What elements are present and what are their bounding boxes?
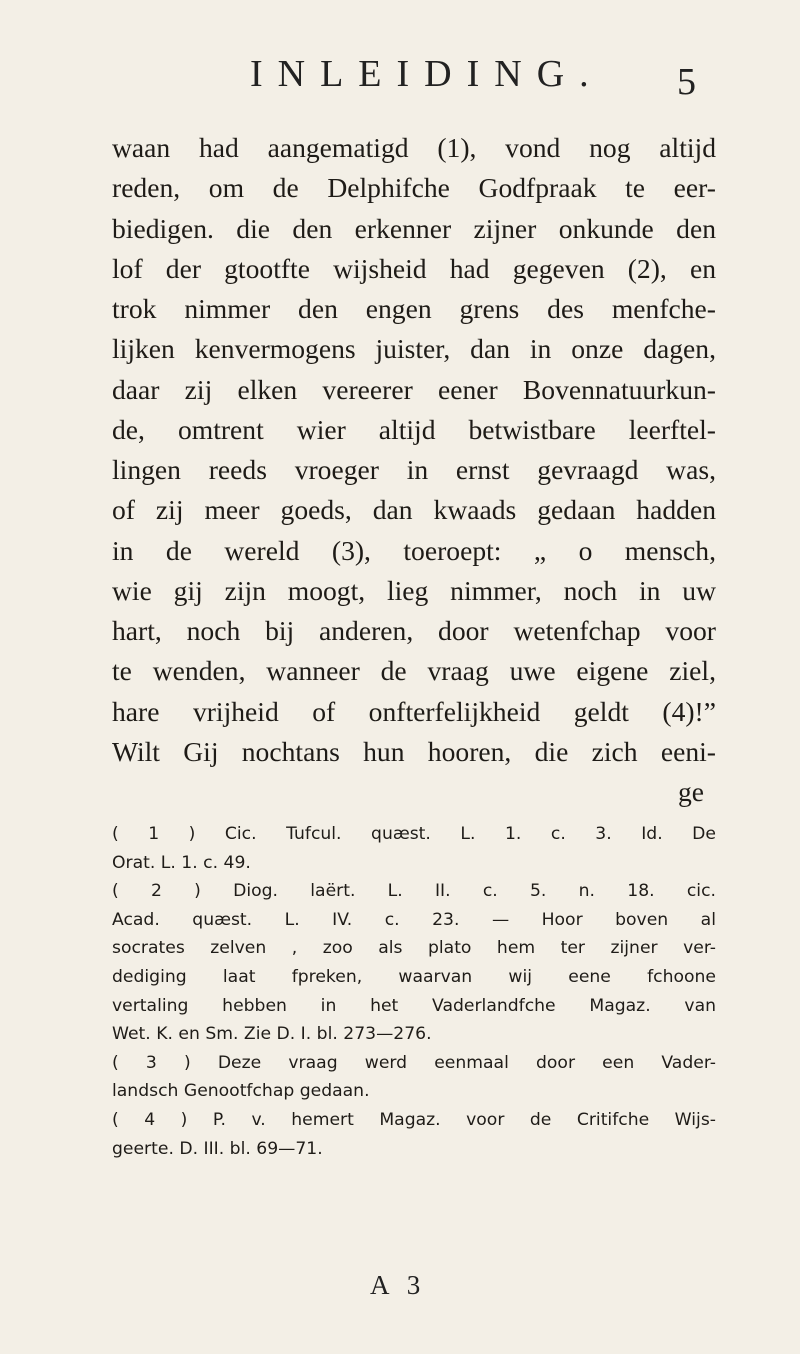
running-head: [0, 52, 800, 102]
footnote-line: Acad. quæst. L. IV. c. 23. — Hoor boven al: [112, 909, 716, 930]
footnote-line: Wet. K. en Sm. Zie D. I. bl. 273—276.: [112, 1024, 432, 1045]
body-line: de, omtrent wier altijd betwistbare leerftel-: [112, 413, 716, 445]
body-line: lof der gtootfte wijsheid had gegeven (2), en: [112, 252, 716, 284]
footnote-line: landsch Genootfchap gedaan.: [112, 1081, 370, 1102]
footnotes: [112, 820, 716, 1163]
body-line: daar zij elken vereerer eener Bovennatuurkun-: [112, 373, 716, 405]
footnote-line: ( 2 ) Diog. laërt. L. II. c. 5. n. 18. cic.: [112, 881, 716, 902]
footnote-line: ( 4 ) P. v. hemert Magaz. voor de Critifche Wijs-: [112, 1109, 716, 1130]
catchword: ge: [677, 776, 704, 807]
body-line: lijken kenvermogens juister, dan in onze dagen,: [112, 333, 716, 365]
footnote-line: Orat. L. 1. c. 49.: [112, 852, 251, 873]
footnote-line: ( 3 ) Deze vraag werd eenmaal door een Vader-: [112, 1052, 716, 1073]
footnote-line: dediging laat fpreken, waarvan wij eene fchoone: [112, 966, 716, 987]
body-line: wie gij zijn moogt, lieg nimmer, noch in uw: [112, 574, 716, 606]
body-line: Wilt Gij nochtans hun hooren, die zich eeni-: [112, 735, 716, 767]
body-line: te wenden, wanneer de vraag uwe eigene ziel,: [112, 655, 716, 687]
body-line: reden, om de Delphifche Godfpraak te eer-: [112, 172, 716, 204]
body-text: [112, 128, 716, 812]
footnote-line: ( 1 ) Cic. Tufcul. quæst. L. 1. c. 3. Id. De: [112, 824, 716, 844]
body-line: waan had aangematigd (1), vond nog altijd: [112, 132, 716, 163]
body-line: trok nimmer den engen grens des menfche-: [112, 293, 716, 324]
body-line: hare vrijheid of onfterfelijkheid geldt (4)!”: [112, 695, 716, 727]
body-line: biedigen. die den erkenner zijner onkunde den: [112, 212, 716, 244]
body-line: lingen reeds vroeger in ernst gevraagd was,: [112, 454, 716, 485]
footnote-line: geerte. D. III. bl. 69—71.: [112, 1138, 323, 1159]
body-line: in de wereld (3), toeroept: „ o mensch,: [112, 534, 716, 566]
footnote-line: vertaling hebben in het Vaderlandfche Magaz. van: [112, 995, 716, 1016]
page-number: 5: [677, 61, 696, 103]
signature-mark: A 3: [370, 1270, 427, 1300]
running-title: INLEIDING.: [250, 53, 604, 95]
footnote-line: socrates zelven , zoo als plato hem ter zijner ver-: [112, 938, 716, 959]
body-line: hart, noch bij anderen, door wetenfchap voor: [112, 615, 716, 646]
body-line: of zij meer goeds, dan kwaads gedaan hadden: [112, 494, 716, 526]
